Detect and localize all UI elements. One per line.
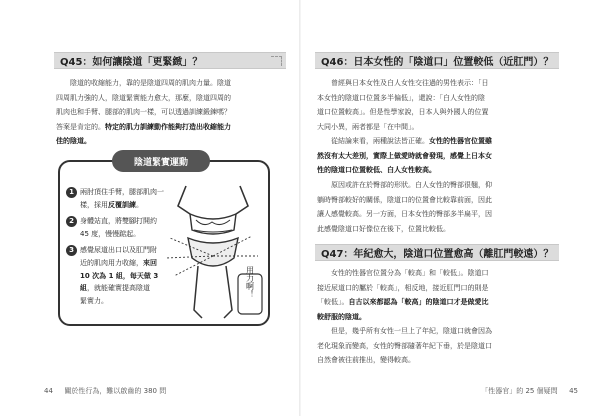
q46-p1-line-4: 大同小異，兩者都是「在中間」。	[317, 122, 419, 131]
callout-title: 陰道緊實運動	[112, 150, 210, 172]
callout-steps	[66, 186, 162, 311]
q46-p2-bold-3: 性的陰道口位置較低、白人女性較高。	[317, 166, 436, 175]
corner-mark-icon	[271, 56, 282, 66]
q46-p2-line-1	[317, 134, 563, 149]
q46-header	[315, 52, 559, 69]
right-page-number: 45	[569, 387, 578, 395]
q47-title: Q47：年紀愈大，陰道口位置愈高（離肛門較遠）？	[321, 249, 554, 260]
exercise-callout	[58, 157, 270, 326]
q46-p2-line-2	[317, 149, 563, 164]
q45-bold-line-2: 佳的陰道。	[56, 137, 91, 146]
q45-line-4	[56, 120, 288, 135]
folio-separator-right	[560, 387, 567, 395]
folio-separator	[55, 387, 62, 395]
step-number-1: 1	[66, 187, 77, 198]
left-arm-shape	[178, 186, 190, 214]
illustration-caption: 用力啊！	[245, 266, 255, 298]
q46-p1-line-3: 道口位置較高」。但是性學家說，日本人與外國人的位置	[317, 108, 489, 117]
step-3-line-2-text: 近的肌肉用力收縮，	[80, 258, 143, 267]
step-3-tail-2: 緊實力。	[80, 296, 108, 305]
q47-p1-line-2: 接近尿道口的屬於「較高」，相反地，接近肛門口的則是	[317, 283, 489, 292]
q45-bold-tail: 特定的肌力訓練動作能夠打造出收縮能力	[105, 122, 231, 131]
q47-p1-line-3-text: 「較低」。	[317, 298, 349, 307]
q47-p1-line-4	[317, 310, 563, 325]
q46-p2-bold: 女性的性器官位置雖	[429, 137, 492, 145]
q47-p1-bold: 自古以來都認為「較高」的陰道口才是做愛比	[348, 298, 489, 307]
step-3-bold-3: 組	[80, 284, 87, 293]
step-1-line-1: 兩肘頂住手臂，腿部肌肉一	[80, 188, 164, 196]
q45-title: Q45：如何讓陰道「更緊緻」？	[60, 57, 203, 68]
q47-para-1	[317, 266, 563, 324]
step-3-line-3	[80, 270, 162, 283]
q46-p1-line-1: 曾經與日本女性及白人女性交往過的男性表示：「日	[331, 79, 489, 87]
q45-line-5	[56, 134, 288, 149]
right-page	[301, 0, 600, 416]
q46-para-3	[317, 178, 563, 236]
step-1-tail: 。	[136, 200, 143, 209]
step-3-bold-1: 來回	[143, 258, 157, 267]
q47-p1-bold-2: 較舒服的陰道。	[317, 312, 366, 321]
step-3-line-1: 感覺尿道出口以及肛門附	[80, 246, 157, 255]
q47-p1-line-1: 女性的性器官位置分為「較高」和「較低」。陰道口	[331, 269, 489, 277]
q45-line-2: 四周肌力強的人，陰道緊實能力愈大，那麼，陰道四周的	[56, 93, 231, 102]
q46-p3-line-1: 原因或許在於臀部的形狀。白人女性的臀部很翹，仰	[331, 181, 492, 189]
step-1-line-2-text: 樣，採用	[80, 200, 108, 209]
q47-p2-line-2: 老化現象而變高，女性的臀部隨著年紀下垂，於是陰道口	[317, 341, 492, 350]
step-1-bold: 反覆訓練	[108, 200, 136, 209]
q46-p2-line-3	[317, 163, 563, 178]
q47-p1-line-3	[317, 295, 563, 310]
left-page	[0, 0, 299, 416]
left-running-title: 關於性行為，難以啟齒的 380 問	[64, 387, 167, 395]
effort-lines	[166, 236, 258, 276]
q46-p3-line-4: 此感覺陰道口好像位在後下，位置比較低。	[317, 224, 450, 233]
q46-p2-line-1-text: 從結論來看，兩種說法皆正確。	[331, 137, 429, 145]
q47-p2-line-3: 自然會被往前推出，變得較高。	[317, 356, 415, 365]
q45-line-3: 肌肉也和手臂、腿部的肌肉一樣，可以透過訓練鍛鍊嗎？	[56, 108, 231, 117]
step-3-line-4	[80, 282, 162, 295]
q46-p2-bold-2: 然沒有太大差別，實際上做愛時就會發現，感覺上日本女	[317, 151, 492, 160]
q46-para-2	[317, 134, 563, 178]
q45-line-4-text: 答案是肯定的。	[56, 122, 105, 131]
step-3	[66, 244, 162, 307]
q46-para-1	[317, 76, 563, 134]
left-folio	[44, 386, 166, 396]
q46-p1-line-2: 本女性的陰道口位置多半偏低」，還說：「白人女性的陰	[317, 93, 485, 102]
q45-body	[56, 76, 288, 149]
step-2-line-2: 45 度，慢慢踮起。	[80, 229, 141, 238]
step-2-line-1: 身體站直，將雙腳打開約	[80, 217, 157, 226]
right-folio	[481, 386, 578, 396]
left-page-number: 44	[44, 387, 53, 395]
exercise-illustration	[160, 178, 266, 324]
q45-line-1: 陰道的收縮能力，靠的是陰道四周的肌肉力量。陰道	[70, 79, 231, 87]
step-number-2: 2	[66, 216, 77, 227]
q46-title: Q46：日本女性的「陰道口」位置較低（近肛門）？	[321, 57, 554, 68]
left-leg-shape	[194, 266, 202, 318]
q46-p3-line-2: 躺時臀部較好的關係，陰道口的位置會比較靠前面，因此	[317, 195, 492, 204]
q47-para-2	[317, 324, 563, 368]
q46-p3-line-3: 讓人感覺較高。另一方面，日本女性的臀部多半扁平，因	[317, 210, 492, 219]
right-running-title: 「性器官」的 25 個疑問	[481, 387, 558, 395]
right-arm-shape	[236, 186, 248, 214]
q45-header	[54, 52, 286, 69]
step-1-line-2	[80, 199, 162, 212]
step-3-bold-2: 10 次為 1 組，每天做 3	[80, 271, 159, 280]
hips-shape	[188, 238, 238, 266]
step-number-3: 3	[66, 245, 77, 256]
q47-header	[315, 244, 559, 261]
q47-p2-line-1: 但是，幾乎所有女性一旦上了年紀，陰道口就會因為	[331, 327, 492, 335]
step-3-line-2	[80, 257, 162, 270]
step-3-tail-1: ，就能確實提高陰道	[87, 284, 150, 293]
step-1	[66, 186, 162, 211]
step-2	[66, 215, 162, 240]
right-leg-shape	[224, 266, 232, 318]
